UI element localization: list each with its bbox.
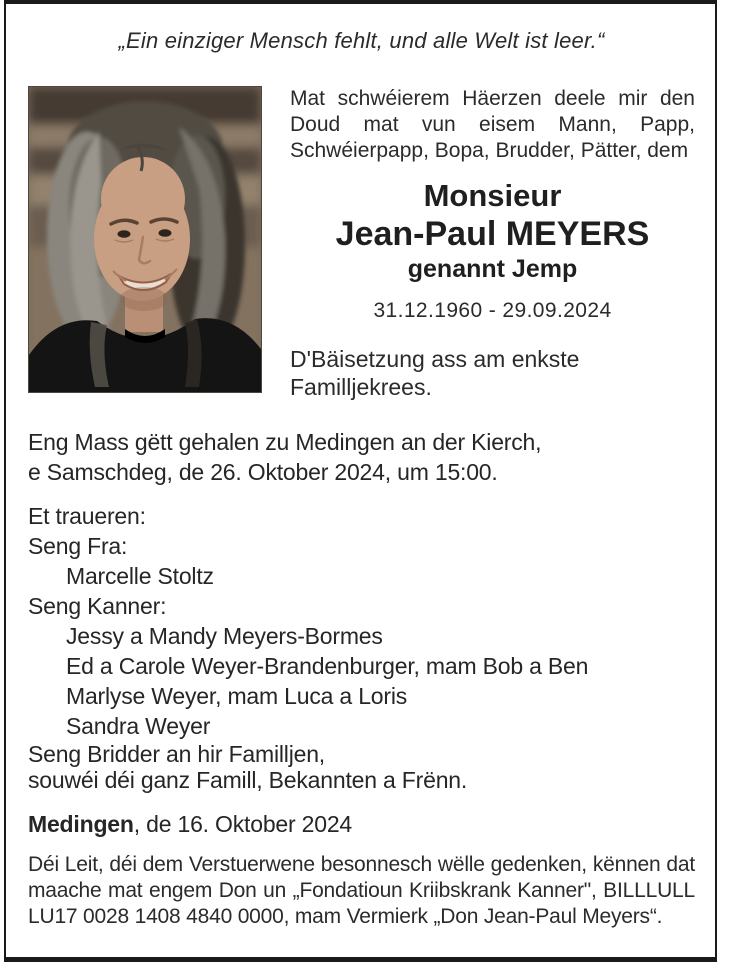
deceased-block [290, 178, 695, 323]
life-dates: 31.12.1960 - 29.09.2024 [373, 298, 612, 322]
mourner-group-label-wife: Seng Fra: [28, 532, 128, 559]
header-section [28, 86, 695, 401]
memorial-quote: „Ein einziger Mensch fehlt, und alle Welt ist leer.“ [118, 28, 605, 53]
mass-line-1: Eng Mass gëtt gehalen zu Medingen an der Kierch, [28, 428, 542, 455]
mourner-name: Sandra Weyer [66, 712, 211, 739]
portrait-illustration [29, 87, 261, 392]
mourners-section [28, 501, 695, 793]
announcement-text: Mat schwéierem Häerzen deele mir den Doud mat vun eisem Mann, Papp, Schwéierpapp, Bopa, Brudder, Pätter, dem [290, 87, 695, 163]
mass-announcement [28, 427, 695, 487]
mourner-name: Jessy a Mandy Meyers-Bormes [66, 622, 383, 649]
mourner-name: Marcelle Stoltz [66, 562, 214, 589]
mass-line-2: e Samschdeg, de 26. Oktober 2024, um 15:00. [28, 458, 498, 485]
announcement-column [290, 86, 695, 401]
deceased-title: Monsieur [423, 178, 562, 214]
dateline-place: Medingen [28, 810, 134, 837]
dateline [28, 811, 695, 838]
burial-note: D'Bäisetzung ass am enkste Familljekrees. [290, 345, 580, 400]
portrait-photo [28, 86, 262, 393]
deceased-name: Jean-Paul MEYERS [335, 214, 650, 253]
deceased-alias: genannt Jemp [407, 254, 578, 283]
donation-paragraph: Déi Leit, déi dem Verstuerwene besonnesch wëlle gedenken, kënnen dat maache mat engem Don un „Fondatioun Kriibskrank Kanner", BILLLULL LU17 0028 1408 4840 0000, mam Vermierk „Don Jean-Paul Meyers“. [28, 852, 695, 928]
mourner-name: Ed a Carole Weyer-Brandenburger, mam Bob a Ben [66, 652, 589, 679]
mourners-closing-line-1: Seng Bridder an hir Familljen, [28, 740, 325, 767]
mourners-closing-line-2: souwéi déi ganz Famill, Bekannten a Frënn. [28, 766, 468, 793]
mourners-intro: Et traueren: [28, 502, 146, 529]
mourner-name: Marlyse Weyer, mam Luca a Loris [66, 682, 408, 709]
mourner-group-label-children: Seng Kanner: [28, 592, 167, 619]
dateline-date: , de 16. Oktober 2024 [133, 810, 353, 837]
death-notice [4, 0, 717, 962]
